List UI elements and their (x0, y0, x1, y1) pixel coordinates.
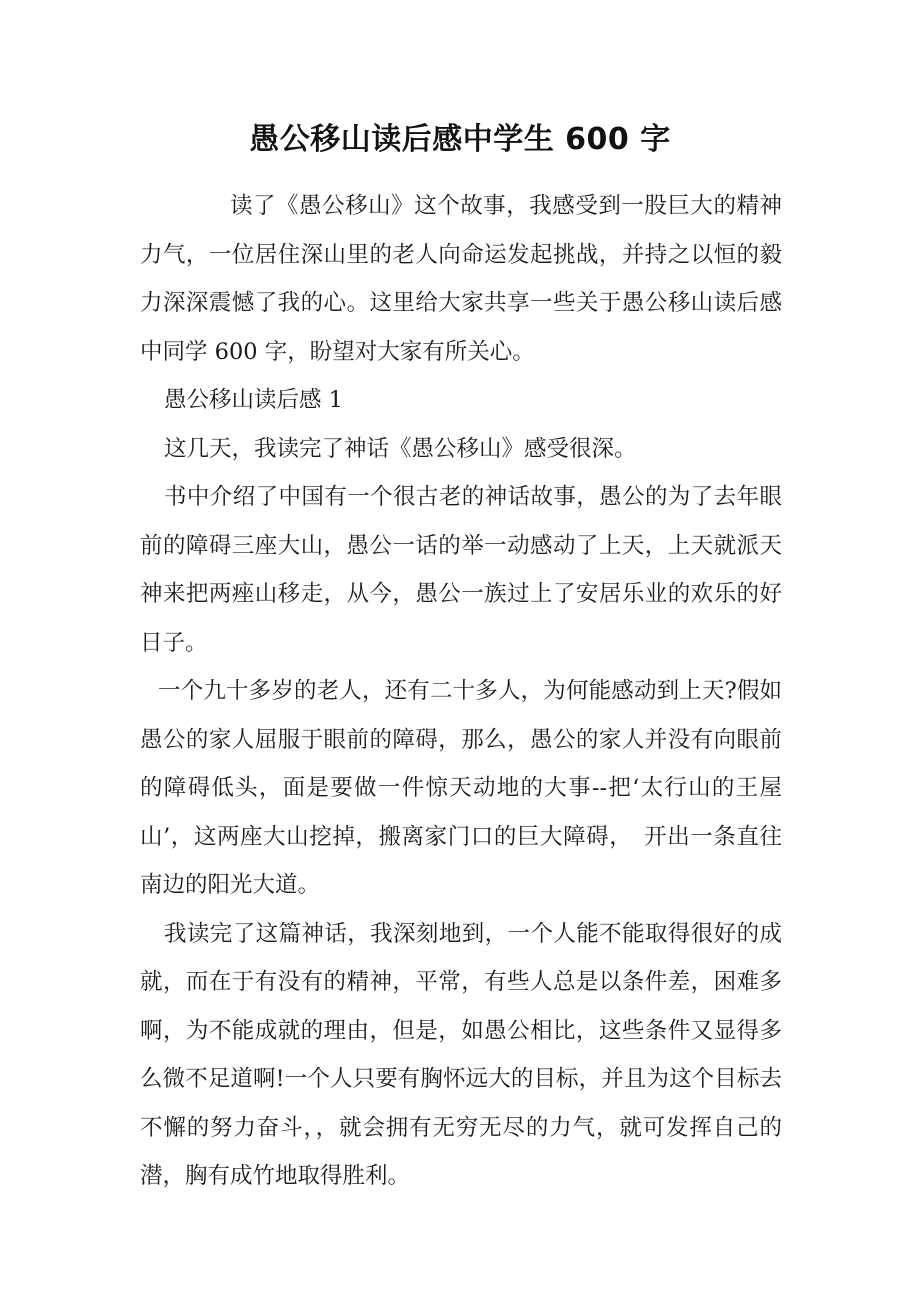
body-paragraph: 一个九十多岁的老人，还有二十多人，为何能感动到上天?假如愚公的家人屈服于眼前的障碍，那么，愚公的家人并没有向眼前的障碍低头，面是要做一件惊天动地的大事--把‘太行山的王屋山’，这两座大山挖掉，搬离家门口的巨大障碍， 开出一条直往南边的阳光大道。 (140, 678, 782, 898)
section-heading: 愚公移山读后感 1 (164, 387, 343, 413)
body-paragraph: 我读完了这篇神话，我深刻地到，一个人能不能取得很好的成就，而在于有没有的精神，平常，有些人总是以条件差，困难多啊，为不能成就的理由，但是，如愚公相比，这些条件又显得多么微不足道啊!一个人只要有胸怀远大的目标，并且为这个目标去不懈的努力奋斗，，就会拥有无穷无尽的力气，就可发挥自己的潜，胸有成竹地取得胜利。 (140, 920, 782, 1189)
body-paragraph: 这几天，我读完了神话《愚公移山》感受很深。 (164, 435, 637, 462)
document-body (140, 182, 782, 1201)
body-paragraph: 书中介绍了中国有一个很古老的神话故事，愚公的为了去年眼前的障碍三座大山，愚公一话的举一动感动了上天，上天就派天神来把两痤山移走，从今，愚公一族过上了安居乐业的欢乐的好日子。 (140, 484, 782, 656)
intro-paragraph: 读了《愚公移山》这个故事，我感受到一股巨大的精神力气，一位居住深山里的老人向命运发起挑战，并持之以恒的毅力深深震憾了我的心。这里给大家共享一些关于愚公移山读后感中同学 600 字，盼望对大家有所关心。 (140, 193, 782, 365)
document-title: 愚公移山读后感中学生 600 字 (249, 122, 671, 157)
